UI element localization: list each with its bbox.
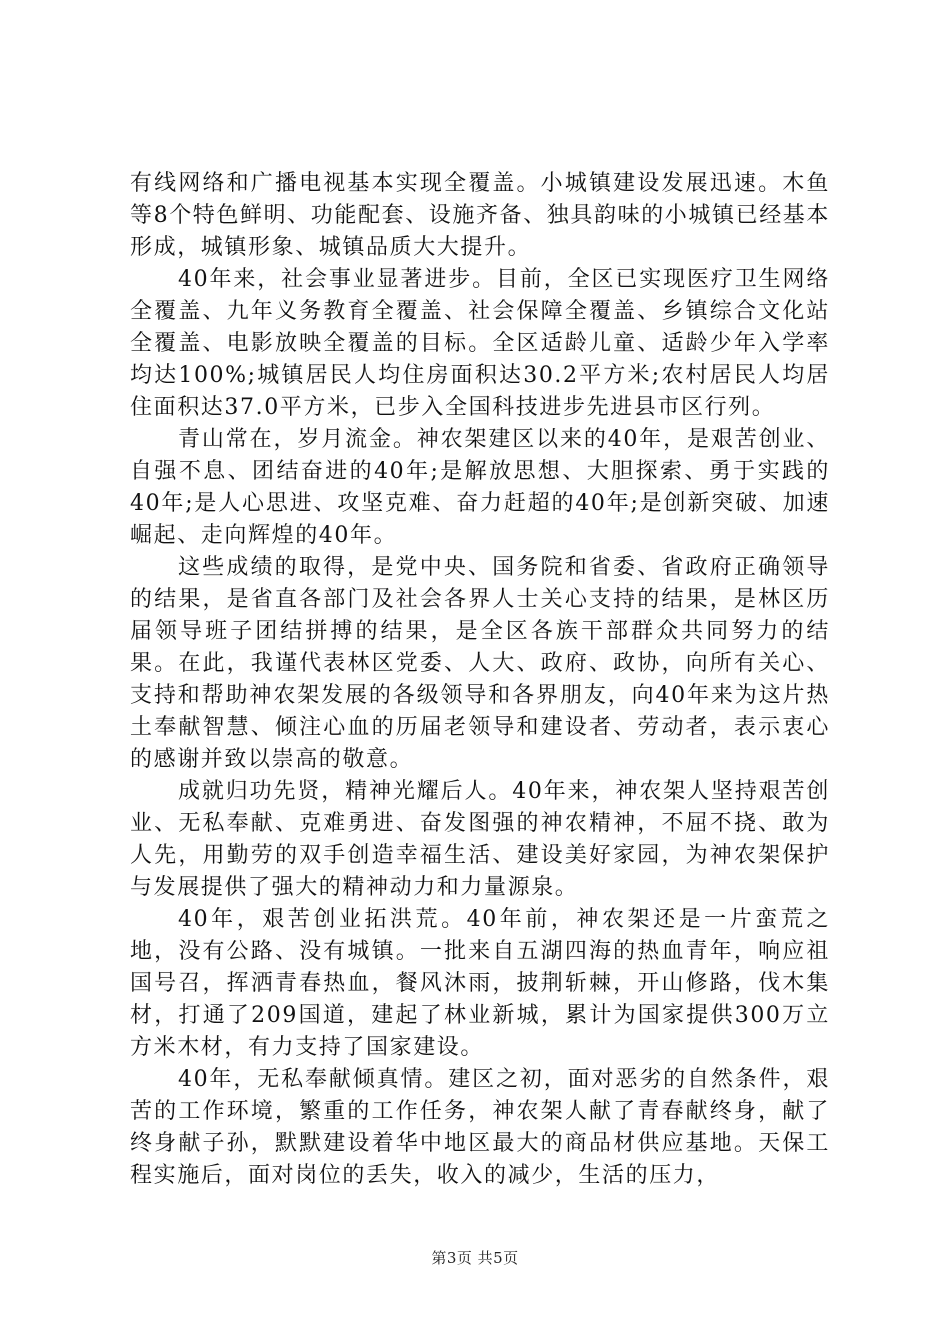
paragraph-7: 40年，无私奉献倾真情。建区之初，面对恶劣的自然条件，艰苦的工作环境，繁重的工作任务，神农架人献了青春献终身，献了终身献子孙，默默建设着华中地区最大的商品材供应基地。天保工程实施后，面对岗位的丢失，收入的减少，生活的压力， [130,1067,830,1188]
paragraph-3: 青山常在，岁月流金。神农架建区以来的40年，是艰苦创业、自强不息、团结奋进的40年;是解放思想、大胆探索、勇于实践的40年;是人心思进、攻坚克难、奋力赶超的40年;是创新突破、加速崛起、走向辉煌的40年。 [130,427,830,548]
paragraph-5: 成就归功先贤，精神光耀后人。40年来，神农架人坚持艰苦创业、无私奉献、克难勇进、奋发图强的神农精神，不屈不挠、敢为人先，用勤劳的双手创造幸福生活、建设美好家园，为神农架保护与发展提供了强大的精神动力和力量源泉。 [130,779,830,900]
document-body [130,168,830,1192]
paragraph-2: 40年来，社会事业显著进步。目前，全区已实现医疗卫生网络全覆盖、九年义务教育全覆盖、社会保障全覆盖、乡镇综合文化站全覆盖、电影放映全覆盖的目标。全区适龄儿童、适龄少年入学率均达100%;城镇居民人均住房面积达30.2平方米;农村居民人均居住面积达37.0平方米，已步入全国科技进步先进县市区行列。 [130,267,830,420]
page-number-footer: 第3页 共5页 [431,1249,519,1267]
paragraph-6: 40年，艰苦创业拓洪荒。40年前，神农架还是一片蛮荒之地，没有公路、没有城镇。一批来自五湖四海的热血青年，响应祖国号召，挥洒青春热血，餐风沐雨，披荆斩棘，开山修路，伐木集材，打通了209国道，建起了林业新城，累计为国家提供300万立方米木材，有力支持了国家建设。 [130,907,830,1060]
paragraph-1: 有线网络和广播电视基本实现全覆盖。小城镇建设发展迅速。木鱼等8个特色鲜明、功能配套、设施齐备、独具韵味的小城镇已经基本形成，城镇形象、城镇品质大大提升。 [130,171,830,260]
paragraph-4: 这些成绩的取得，是党中央、国务院和省委、省政府正确领导的结果，是省直各部门及社会各界人士关心支持的结果，是林区历届领导班子团结拼搏的结果，是全区各族干部群众共同努力的结果。在此，我谨代表林区党委、人大、政府、政协，向所有关心、支持和帮助神农架发展的各级领导和各界朋友，向40年来为这片热土奉献智慧、倾注心血的历届老领导和建设者、劳动者，表示衷心的感谢并致以崇高的敬意。 [130,555,830,772]
